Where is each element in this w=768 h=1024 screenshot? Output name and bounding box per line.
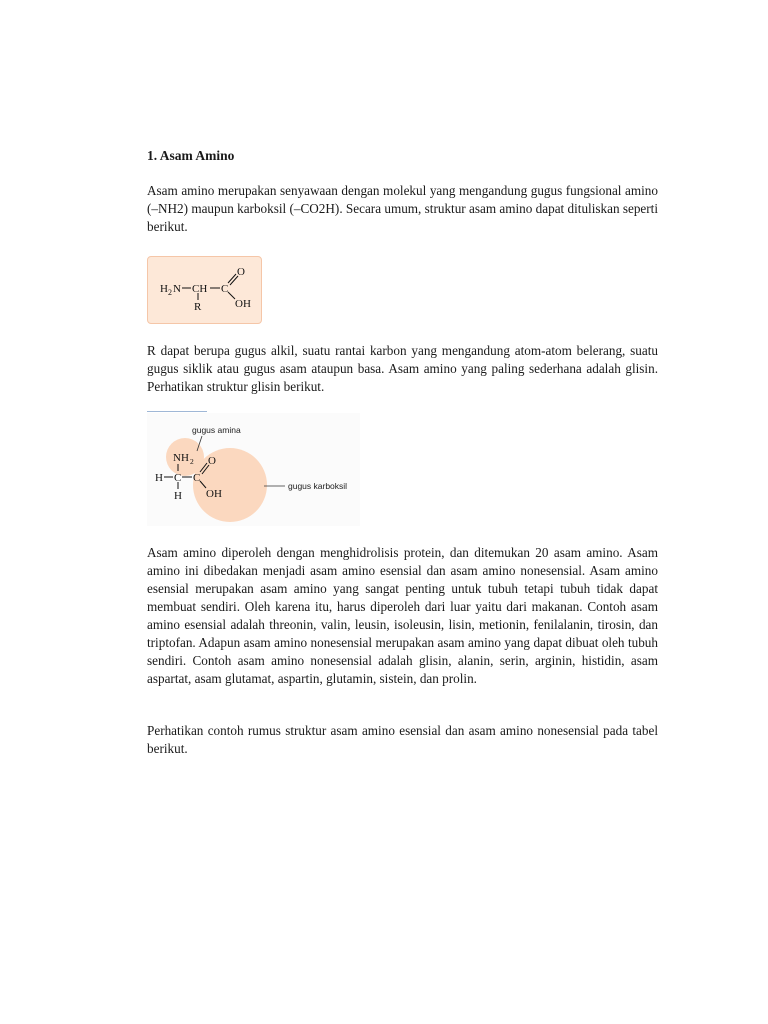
atom-h-left: H xyxy=(155,472,163,484)
label-carboxyl-group: gugus karboksil xyxy=(288,481,348,491)
atom-n: N xyxy=(173,283,181,295)
paragraph-intro: Asam amino merupakan senyawaan dengan molekul yang mengandung gugus fungsional amino (–NH2) maupun karboksil (–CO2H). Secara umum, struktur asam amino dapat dituliskan seperti berikut. xyxy=(147,183,658,234)
glycine-diagram xyxy=(147,413,360,526)
atom-h-bottom: H xyxy=(174,490,182,502)
bond-c-oh xyxy=(228,292,235,299)
atom-oh: OH xyxy=(206,488,222,500)
structure-diagram xyxy=(148,257,263,325)
figure-divider xyxy=(147,411,207,412)
atom-c-alpha: C xyxy=(174,472,182,484)
atom-o: O xyxy=(237,266,245,278)
atom-ch: CH xyxy=(192,283,208,295)
atom-o: O xyxy=(208,455,216,467)
atom-h: H xyxy=(160,283,168,295)
glycine-structure-figure xyxy=(147,413,360,526)
amino-acid-general-structure xyxy=(147,256,262,324)
atom-r: R xyxy=(194,301,202,313)
paragraph-essential-amino-acids: Asam amino diperoleh dengan menghidrolisis protein, dan ditemukan 20 asam amino. Asam amino ini dibedakan menjadi asam amino esensial dan asam amino nonesensial. Asam amino esensial merupakan asam amino yang sangat penting untuk tubuh tetapi tubuh tidak dapat membuat sendiri. Oleh karena itu, harus diperoleh dari luar yaitu dari makanan. Contoh asam amino esensial adalah threonin, valin, leusin, isoleusin, lisin, metionin, fenilalanin, tirosin, dan triptofan. Adapun asam amino nonesensial merupakan asam amino yang dapat dibuat oleh tubuh sendiri. Contoh asam amino nonesensial adalah glisin, alanin, serin, arginin, histidin, asam aspartat, asam glutamat, aspartin, glutamin, sistein, dan prolin. xyxy=(147,545,658,686)
atom-oh: OH xyxy=(235,298,251,310)
paragraph-table-reference: Perhatikan contoh rumus struktur asam amino esensial dan asam amino nonesensial pada tabel berikut. xyxy=(147,723,658,756)
carboxyl-highlight xyxy=(193,448,267,522)
atom-c-carboxyl: C xyxy=(193,472,201,484)
section-heading: 1. Asam Amino xyxy=(147,148,235,163)
atom-c: C xyxy=(221,283,229,295)
label-amine-group: gugus amina xyxy=(192,425,241,435)
subscript-2: 2 xyxy=(168,288,172,297)
atom-nh: NH xyxy=(173,452,189,464)
subscript-2: 2 xyxy=(190,457,194,466)
bond-c-o-1 xyxy=(228,274,236,283)
paragraph-r-group: R dapat berupa gugus alkil, suatu rantai karbon yang mengandung atom-atom belerang, suatu gugus siklik atau gugus asam ataupun basa. Asam amino yang paling sederhana adalah glisin. Perhatikan struktur glisin berikut. xyxy=(147,343,658,394)
